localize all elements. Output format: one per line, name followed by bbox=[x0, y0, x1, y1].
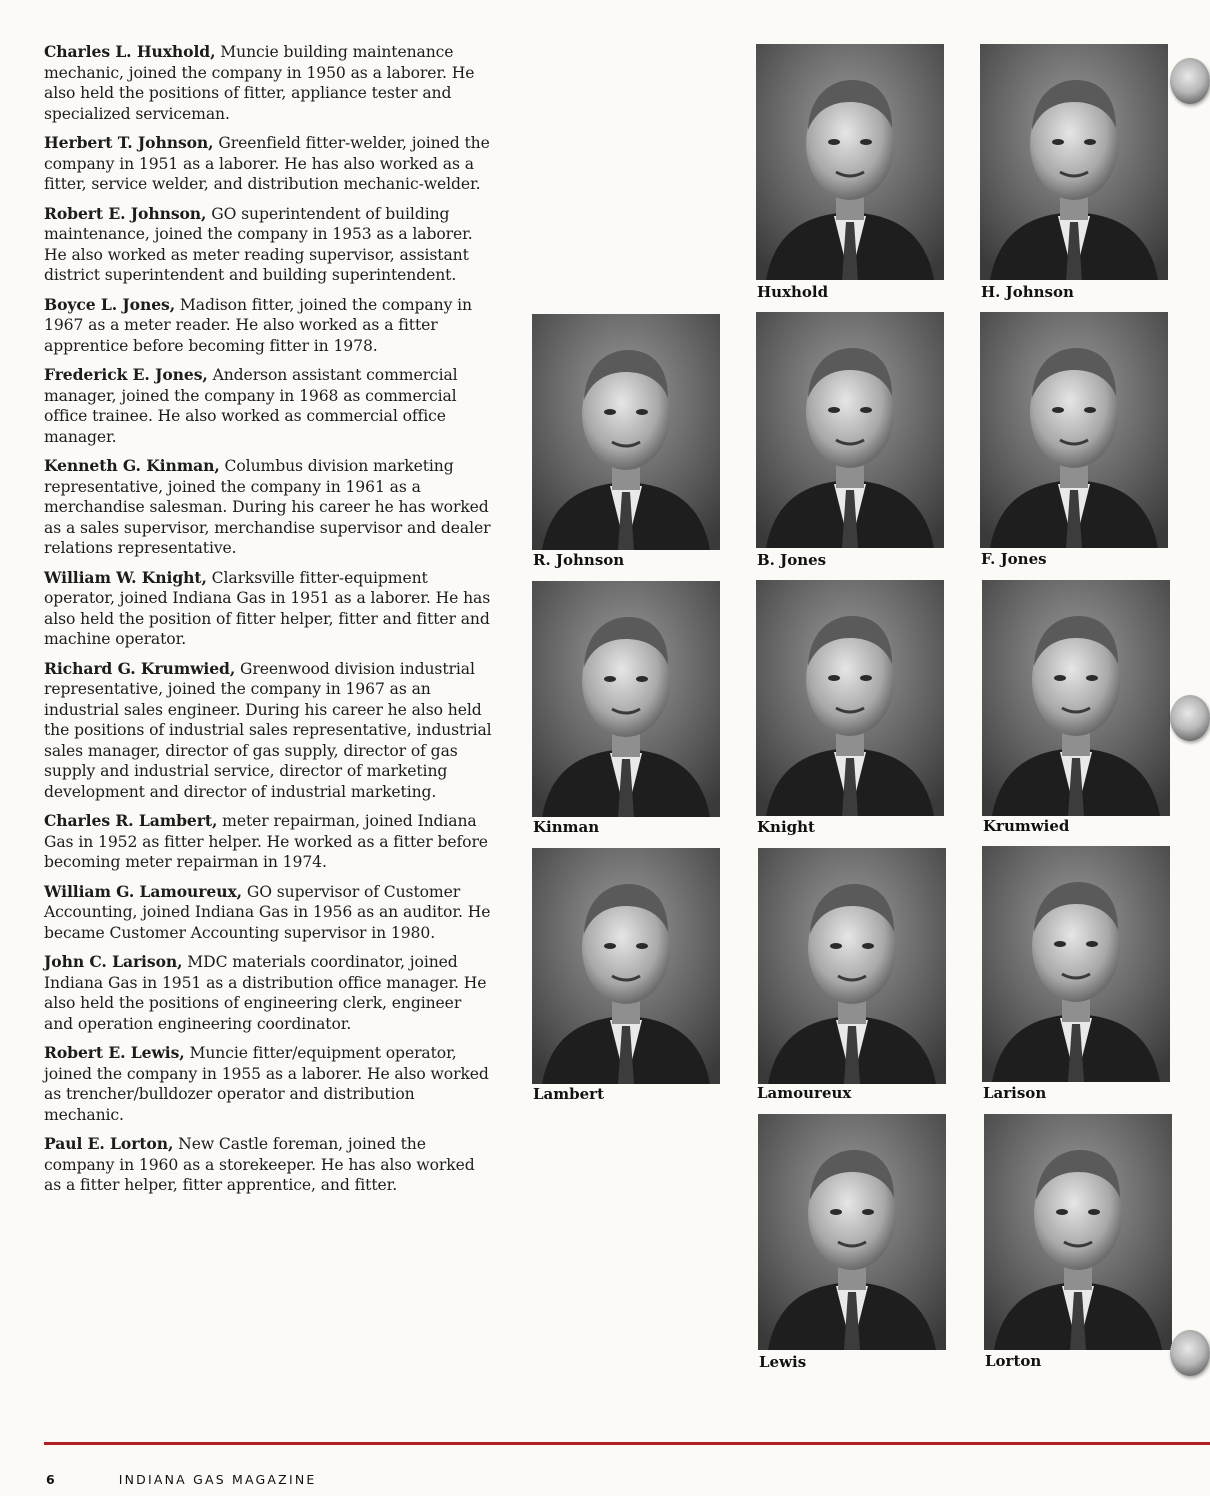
bio-name: Herbert T. Johnson, bbox=[44, 133, 214, 152]
photo-caption: Lamoureux bbox=[757, 1084, 852, 1102]
portrait-photo-knight bbox=[756, 580, 944, 816]
portrait-image bbox=[756, 44, 944, 280]
page-number: 6 bbox=[46, 1472, 55, 1487]
portrait-photo-lewis bbox=[758, 1114, 946, 1350]
bio-text: Clarksville fitter-equipment operator, joined Indiana Gas in 1951 as a laborer. He has also held the position of fitter helper, fitter and fitter and machine operator. bbox=[44, 568, 491, 648]
portrait-image bbox=[756, 312, 944, 548]
portrait-image bbox=[984, 1114, 1172, 1350]
bio-name: Frederick E. Jones, bbox=[44, 365, 208, 384]
bio-text: MDC materials coordinator, joined Indiana Gas in 1951 as a distribution office manager. He also held the positions of engineering clerk, engineer and operation engineering coordinator. bbox=[44, 953, 487, 1033]
photo-caption: B. Jones bbox=[757, 551, 827, 569]
bio-name: Boyce L. Jones, bbox=[44, 294, 176, 314]
photo-caption: Knight bbox=[757, 818, 815, 836]
portrait-photo-f-jones bbox=[980, 312, 1168, 548]
bio-text: Columbus division marketing representative, joined the company in 1961 as a merchandise salesman. During his career he has worked as a sales supervisor, merchandise supervisor and dealer relations representative. bbox=[44, 457, 491, 557]
bio-paragraph bbox=[44, 42, 492, 124]
bio-paragraph bbox=[44, 1043, 492, 1125]
bio-text: New Castle foreman, joined the company in 1960 as a storekeeper. He has also worked as a fitter helper, fitter apprentice, and fitter. bbox=[44, 1135, 475, 1194]
portrait-photo-krumwied bbox=[982, 580, 1170, 816]
photo-caption: F. Jones bbox=[981, 550, 1047, 568]
bio-paragraph bbox=[44, 365, 492, 447]
portrait-photo-h-johnson bbox=[980, 44, 1168, 280]
bio-paragraph bbox=[44, 568, 492, 650]
bio-name: Robert E. Johnson, bbox=[44, 203, 207, 223]
binder-hole bbox=[1170, 1330, 1210, 1376]
bio-paragraph bbox=[44, 456, 492, 559]
bio-text: GO superintendent of building maintenance, joined the company in 1953 as a laborer. He also worked as meter reading supervisor, assistant district superintendent and building superintendent. bbox=[44, 204, 473, 284]
bio-name: Richard G. Krumwied, bbox=[44, 658, 236, 678]
photo-caption: Lewis bbox=[759, 1353, 807, 1371]
portrait-image bbox=[758, 848, 946, 1084]
bio-text: Muncie fitter/equipment operator, joined the company in 1955 as a laborer. He also worked as trencher/bulldozer operator and distribution mechanic. bbox=[44, 1044, 489, 1124]
bio-name: William G. Lamoureux, bbox=[44, 881, 242, 901]
footer-rule bbox=[44, 1442, 1210, 1445]
bio-text: GO supervisor of Customer Accounting, joined Indiana Gas in 1956 as an auditor. He became Customer Accounting supervisor in 1980. bbox=[44, 882, 491, 942]
portrait-image bbox=[982, 846, 1170, 1082]
magazine-title: INDIANA GAS MAGAZINE bbox=[118, 1472, 317, 1487]
bio-text: Madison fitter, joined the company in 1967 as a meter reader. He also worked as a fitter apprentice before becoming fitter in 1978. bbox=[44, 295, 472, 355]
portrait-image bbox=[532, 581, 720, 817]
bio-text: Muncie building maintenance mechanic, joined the company in 1950 as a laborer. He also held the positions of fitter, appliance tester and specialized serviceman. bbox=[44, 43, 475, 123]
bio-text: meter repairman, joined Indiana Gas in 1952 as fitter helper. He worked as a fitter before becoming meter repairman in 1974. bbox=[44, 812, 488, 871]
page-footer bbox=[46, 1472, 316, 1487]
photo-caption: R. Johnson bbox=[533, 551, 625, 569]
bio-text: Greenwood division industrial representative, joined the company in 1967 as an industrial sales engineer. During his career he also held the positions of industrial sales representative, industrial sales manager, director of gas supply, director of gas supply and industrial service, director of marketing development and director of industrial marketing. bbox=[44, 659, 492, 801]
portrait-photo-lorton bbox=[984, 1114, 1172, 1350]
photo-caption: H. Johnson bbox=[981, 283, 1074, 301]
bio-paragraph bbox=[44, 882, 492, 944]
portrait-image bbox=[532, 314, 720, 550]
bio-paragraph bbox=[44, 952, 492, 1034]
portrait-photo-lamoureux bbox=[758, 848, 946, 1084]
bio-paragraph bbox=[44, 659, 492, 803]
bio-paragraph bbox=[44, 204, 492, 286]
bio-paragraph bbox=[44, 811, 492, 873]
portrait-image bbox=[980, 312, 1168, 548]
portrait-photo-kinman bbox=[532, 581, 720, 817]
binder-hole bbox=[1170, 695, 1210, 741]
photo-caption: Huxhold bbox=[757, 283, 829, 301]
portrait-photo-r-johnson bbox=[532, 314, 720, 550]
bio-name: Robert E. Lewis, bbox=[44, 1043, 185, 1062]
portrait-image bbox=[532, 848, 720, 1084]
biography-column bbox=[44, 42, 492, 1205]
bio-text: Greenfield fitter-welder, joined the company in 1951 as a laborer. He has also worked as a fitter, service welder, and distribution mechanic-welder. bbox=[44, 134, 490, 193]
photo-caption: Larison bbox=[983, 1084, 1047, 1102]
bio-paragraph bbox=[44, 133, 492, 195]
binder-hole bbox=[1170, 58, 1210, 104]
bio-name: John C. Larison, bbox=[44, 952, 183, 971]
bio-paragraph bbox=[44, 1134, 492, 1196]
bio-name: Kenneth G. Kinman, bbox=[44, 456, 220, 475]
photo-caption: Lorton bbox=[985, 1352, 1042, 1370]
portrait-photo-b-jones bbox=[756, 312, 944, 548]
portrait-photo-huxhold bbox=[756, 44, 944, 280]
bio-name: Charles L. Huxhold, bbox=[44, 42, 216, 61]
portrait-image bbox=[982, 580, 1170, 816]
portrait-image bbox=[980, 44, 1168, 280]
bio-name: Paul E. Lorton, bbox=[44, 1134, 174, 1153]
portrait-image bbox=[758, 1114, 946, 1350]
portrait-photo-lambert bbox=[532, 848, 720, 1084]
portrait-image bbox=[756, 580, 944, 816]
bio-text: Anderson assistant commercial manager, joined the company in 1968 as commercial office trainee. He also worked as commercial office manager. bbox=[44, 366, 458, 446]
bio-paragraph bbox=[44, 295, 492, 357]
bio-name: Charles R. Lambert, bbox=[44, 811, 218, 830]
photo-caption: Kinman bbox=[533, 818, 600, 836]
photo-caption: Lambert bbox=[533, 1085, 605, 1103]
photo-caption: Krumwied bbox=[983, 817, 1070, 835]
bio-name: William W. Knight, bbox=[44, 567, 207, 587]
portrait-photo-larison bbox=[982, 846, 1170, 1082]
